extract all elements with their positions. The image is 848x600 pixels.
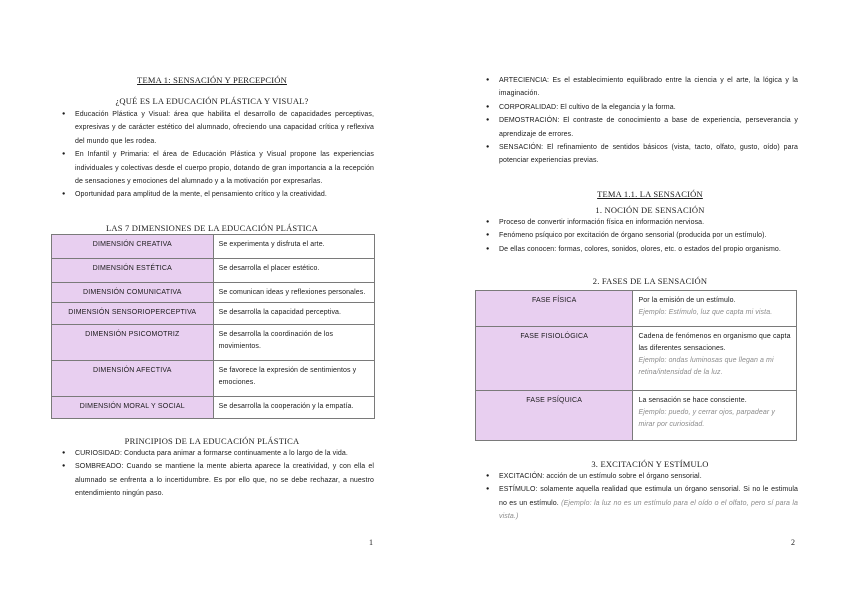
- principle-term: CORPORALIDAD:: [499, 103, 559, 111]
- principle-text: Conducta para animar a formarse continuamente a lo largo de la vida.: [122, 450, 348, 457]
- page-number: 2: [791, 538, 795, 547]
- dimension-desc: Se desarrolla la cooperación y la empatía.: [213, 397, 374, 419]
- dimension-desc: Se experimenta y disfruta el arte.: [213, 235, 374, 259]
- principle-term: SOMBREADO:: [75, 463, 124, 471]
- list-item: [486, 141, 798, 168]
- list-item: ● Proceso de convertir información física en información nerviosa.: [486, 216, 816, 229]
- list-item: ● De ellas conocen: formas, colores, sonidos, olores, etc. o estados del propio organismo.: [486, 243, 816, 256]
- list-item: [62, 460, 374, 500]
- dimension-name: DIMENSIÓN PSICOMOTRIZ: [52, 325, 214, 361]
- dimensions-title: LAS 7 DIMENSIONES DE LA EDUCACIÓN PLÁSTICA: [106, 223, 318, 233]
- table-row: [476, 327, 797, 391]
- fase-desc: [633, 327, 797, 391]
- list-item: ● Oportunidad para amplitud de la mente, el pensamiento crítico y la creatividad.: [62, 188, 374, 201]
- dimension-name: DIMENSIÓN MORAL Y SOCIAL: [52, 397, 214, 419]
- table-row: [476, 391, 797, 441]
- table-row: [52, 259, 375, 283]
- page-title: TEMA 1: SENSACIÓN Y PERCEPCIÓN: [137, 75, 287, 85]
- dimension-name: DIMENSIÓN ESTÉTICA: [52, 259, 214, 283]
- fase-name: FASE FISIOLÓGICA: [476, 327, 633, 391]
- dimension-name: DIMENSIÓN AFECTIVA: [52, 361, 214, 397]
- principle-text: Es el establecimiento equilibrado entre la ciencia y el arte, la lógica y la imaginación.: [499, 77, 798, 98]
- list-item: [486, 101, 798, 114]
- heading-nocion: 1. NOCIÓN DE SENSACIÓN: [595, 205, 705, 215]
- term-text: acción de un estímulo sobre el órgano sensorial.: [544, 473, 702, 480]
- nocion-list: [486, 216, 816, 256]
- section-title: TEMA 1.1. LA SENSACIÓN: [597, 189, 703, 199]
- dimension-desc: Se favorece la expresión de sentimientos y emociones.: [213, 361, 374, 397]
- dimension-name: DIMENSIÓN COMUNICATIVA: [52, 283, 214, 303]
- intro-list: [62, 108, 374, 202]
- heading-fases: 2. FASES DE LA SENSACIÓN: [592, 276, 708, 286]
- principle-text: El cultivo de la elegancia y la forma.: [558, 103, 676, 111]
- principle-text: El refinamiento de sentidos básicos (vista, tacto, olfato, gusto, oído) para potenciar experiencias previas.: [499, 144, 798, 165]
- list-item: [486, 483, 798, 523]
- principles-list: [62, 447, 374, 501]
- table-row: [52, 361, 375, 397]
- table-row: [476, 291, 797, 327]
- dimension-desc: Se desarrolla el placer estético.: [213, 259, 374, 283]
- fase-desc: [633, 391, 797, 441]
- table-row: [52, 325, 375, 361]
- list-item: [486, 470, 798, 483]
- principle-term: DEMOSTRACIÓN:: [499, 117, 560, 125]
- dimension-desc: Se desarrolla la capacidad perceptiva.: [213, 303, 374, 325]
- principle-term: CURIOSIDAD:: [75, 450, 122, 457]
- list-item: [486, 114, 798, 141]
- dimensions-table: [51, 234, 375, 419]
- table-row: [52, 283, 375, 303]
- fase-example: Ejemplo: puedo, y cerrar ojos, parpadear y mirar por curiosidad.: [638, 409, 775, 428]
- page-number: 1: [369, 538, 373, 547]
- fase-name: FASE PSÍQUICA: [476, 391, 633, 441]
- table-row: [52, 235, 375, 259]
- fase-desc: [633, 291, 797, 327]
- dimension-name: DIMENSIÓN SENSORIOPERCEPTIVA: [52, 303, 214, 325]
- fase-text: La sensación se hace consciente.: [638, 397, 747, 404]
- fase-example: Ejemplo: Estímulo, luz que capta mi vista.: [638, 309, 773, 316]
- principle-text: Cuando se mantiene la mente abierta aparece la creatividad, y con ella el alumnado se enfrenta a lo incertidumbre. Es por ello que, no se debe rechazar, a nuestro entendimiento ningún paso.: [75, 463, 374, 498]
- fase-text: Cadena de fenómenos en organismo que capta las diferentes sensaciones.: [638, 333, 791, 352]
- list-item: [486, 74, 798, 101]
- term-example: (Ejemplo: la luz no es un estímulo para el oído o el olfato, pero sí para la vista.): [499, 499, 799, 521]
- dimension-desc: Se desarrolla la coordinación de los movimientos.: [213, 325, 374, 361]
- excitacion-list: [486, 470, 798, 524]
- principles-list-continued: [486, 74, 798, 168]
- heading-excitacion: 3. EXCITACIÓN Y ESTÍMULO: [591, 459, 709, 469]
- principle-text: El contraste de conocimiento a base de experiencia, perseverancia y aprendizaje de errores.: [499, 117, 798, 138]
- term: EXCITACIÓN:: [499, 473, 545, 480]
- dimension-name: DIMENSIÓN CREATIVA: [52, 235, 214, 259]
- term-text: solamente aquella realidad que estimula un órgano sensorial. Si no le estimula no es un estímulo.: [499, 486, 798, 507]
- list-item: [62, 447, 374, 460]
- list-item: ● En Infantil y Primaria: el área de Educación Plástica y Visual propone las experiencias individuales y colectivas desde el cuerpo propio, dotando de gran importancia a la recepción de sensaciones y emociones del alumnado y a la motivación por expresarlas.: [62, 148, 374, 188]
- table-row: [52, 303, 375, 325]
- term: ESTÍMULO:: [499, 486, 538, 494]
- principles-title: PRINCIPIOS DE LA EDUCACIÓN PLÁSTICA: [124, 436, 300, 446]
- page-2: [424, 0, 848, 600]
- fase-text: Por la emisión de un estímulo.: [638, 297, 736, 304]
- principle-term: ARTECIENCIA:: [499, 77, 550, 84]
- principle-term: SENSACIÓN:: [499, 144, 544, 152]
- fase-example: Ejemplo: ondas luminosas que llegan a mi retina/intensidad de la luz.: [638, 357, 774, 376]
- dimension-desc: Se comunican ideas y reflexiones personales.: [213, 283, 374, 303]
- table-row: [52, 397, 375, 419]
- section-question: ¿QUÉ ES LA EDUCACIÓN PLÁSTICA Y VISUAL?: [115, 96, 309, 106]
- fases-table: [475, 290, 797, 441]
- list-item: ● Educación Plástica y Visual: área que habilita el desarrollo de capacidades perceptivas, expresivas y de carácter estético del alumnado, ofreciendo una capacidad crítica y reflexiva del mundo que les rodea.: [62, 108, 374, 148]
- fase-name: FASE FÍSICA: [476, 291, 633, 327]
- list-item: ● Fenómeno psíquico por excitación de órgano sensorial (producida por un estímulo).: [486, 229, 816, 242]
